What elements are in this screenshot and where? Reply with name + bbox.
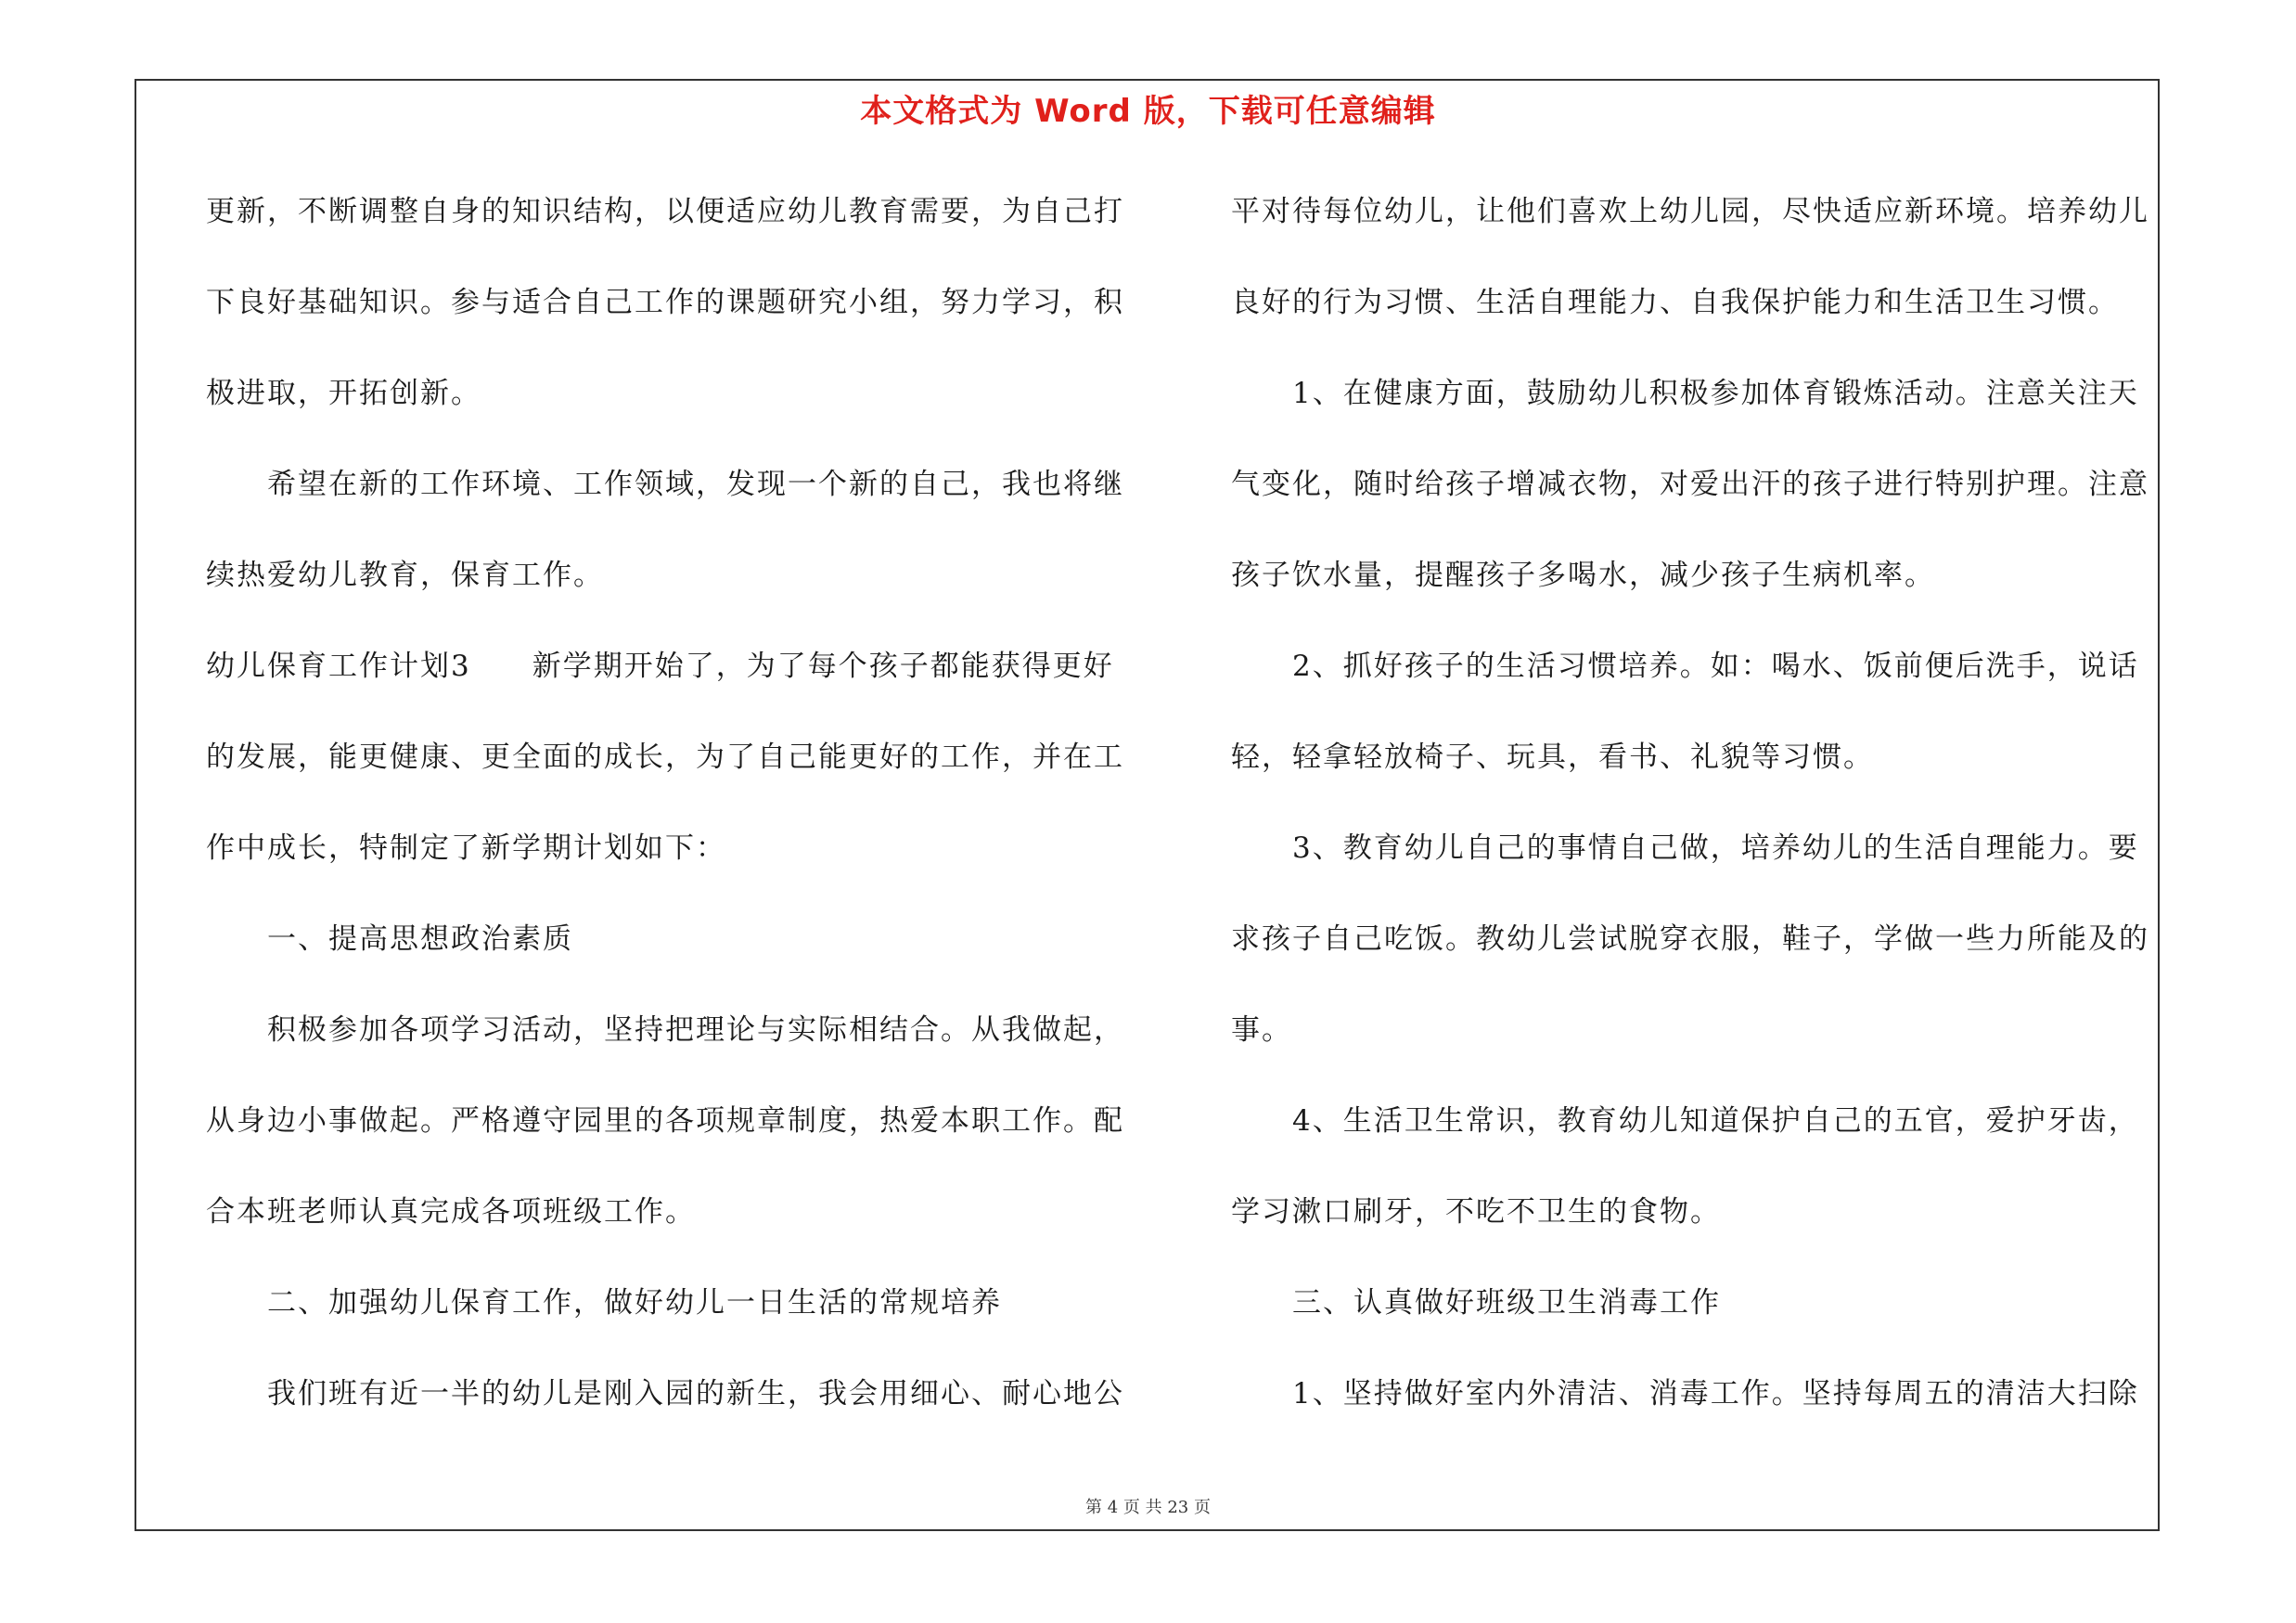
text-line: 气变化，随时给孩子增减衣物，对爱出汗的孩子进行特别护理。注意 (1231, 468, 2149, 501)
text-line: 2、抓好孩子的生活习惯培养。如：喝水、饭前便后洗手，说话 (1292, 650, 2139, 683)
text-line: 我们班有近一半的幼儿是刚入园的新生，我会用细心、耐心地公 (267, 1377, 1124, 1410)
text-line: 从身边小事做起。严格遵守园里的各项规章制度，热爱本职工作。配 (206, 1104, 1124, 1138)
text-line: 良好的行为习惯、生活自理能力、自我保护能力和生活卫生习惯。 (1231, 286, 2119, 319)
text-line: 作中成长，特制定了新学期计划如下： (206, 831, 726, 865)
text-line: 学习漱口刷牙，不吃不卫生的食物。 (1231, 1195, 1721, 1229)
text-line: 4、生活卫生常识，教育幼儿知道保护自己的五官，爱护牙齿， (1292, 1104, 2139, 1138)
text-line: 续热爱幼儿教育，保育工作。 (206, 559, 604, 592)
text-line: 合本班老师认真完成各项班级工作。 (206, 1195, 696, 1229)
page-number-footer: 第 4 页 共 23 页 (1085, 1498, 1211, 1517)
text-line: 二、加强幼儿保育工作，做好幼儿一日生活的常规培养 (267, 1286, 1002, 1320)
left-text-column (206, 182, 1129, 1455)
text-line: 极进取，开拓创新。 (206, 377, 481, 410)
text-line: 平对待每位幼儿，让他们喜欢上幼儿园，尽快适应新环境。培养幼儿 (1231, 195, 2149, 228)
text-line: 希望在新的工作环境、工作领域，发现一个新的自己，我也将继 (267, 468, 1124, 501)
text-line: 3、教育幼儿自己的事情自己做，培养幼儿的生活自理能力。要 (1292, 831, 2139, 865)
text-line: 1、在健康方面，鼓励幼儿积极参加体育锻炼活动。注意关注天 (1292, 377, 2139, 410)
text-line: 的发展，能更健康、更全面的成长，为了自己能更好的工作，并在工 (206, 741, 1124, 774)
text-line: 1、坚持做好室内外清洁、消毒工作。坚持每周五的清洁大扫除 (1292, 1377, 2139, 1410)
text-line: 更新，不断调整自身的知识结构，以便适应幼儿教育需要，为自己打 (206, 195, 1124, 228)
text-line: 幼儿保育工作计划3 新学期开始了，为了每个孩子都能获得更好 (206, 650, 1114, 683)
text-line: 事。 (1231, 1013, 1292, 1047)
text-line: 求孩子自己吃饭。教幼儿尝试脱穿衣服，鞋子，学做一些力所能及的 (1231, 922, 2149, 956)
text-line: 下良好基础知识。参与适合自己工作的课题研究小组，努力学习，积 (206, 286, 1124, 319)
right-text-column (1231, 182, 2154, 1455)
document-header-title: 本文格式为 Word 版，下载可任意编辑 (860, 93, 1436, 130)
text-line: 积极参加各项学习活动，坚持把理论与实际相结合。从我做起， (267, 1013, 1124, 1047)
text-line: 轻，轻拿轻放椅子、玩具，看书、礼貌等习惯。 (1231, 741, 1874, 774)
text-line: 一、提高思想政治素质 (267, 922, 573, 956)
text-line: 孩子饮水量，提醒孩子多喝水，减少孩子生病机率。 (1231, 559, 1935, 592)
text-line: 三、认真做好班级卫生消毒工作 (1292, 1286, 1721, 1320)
